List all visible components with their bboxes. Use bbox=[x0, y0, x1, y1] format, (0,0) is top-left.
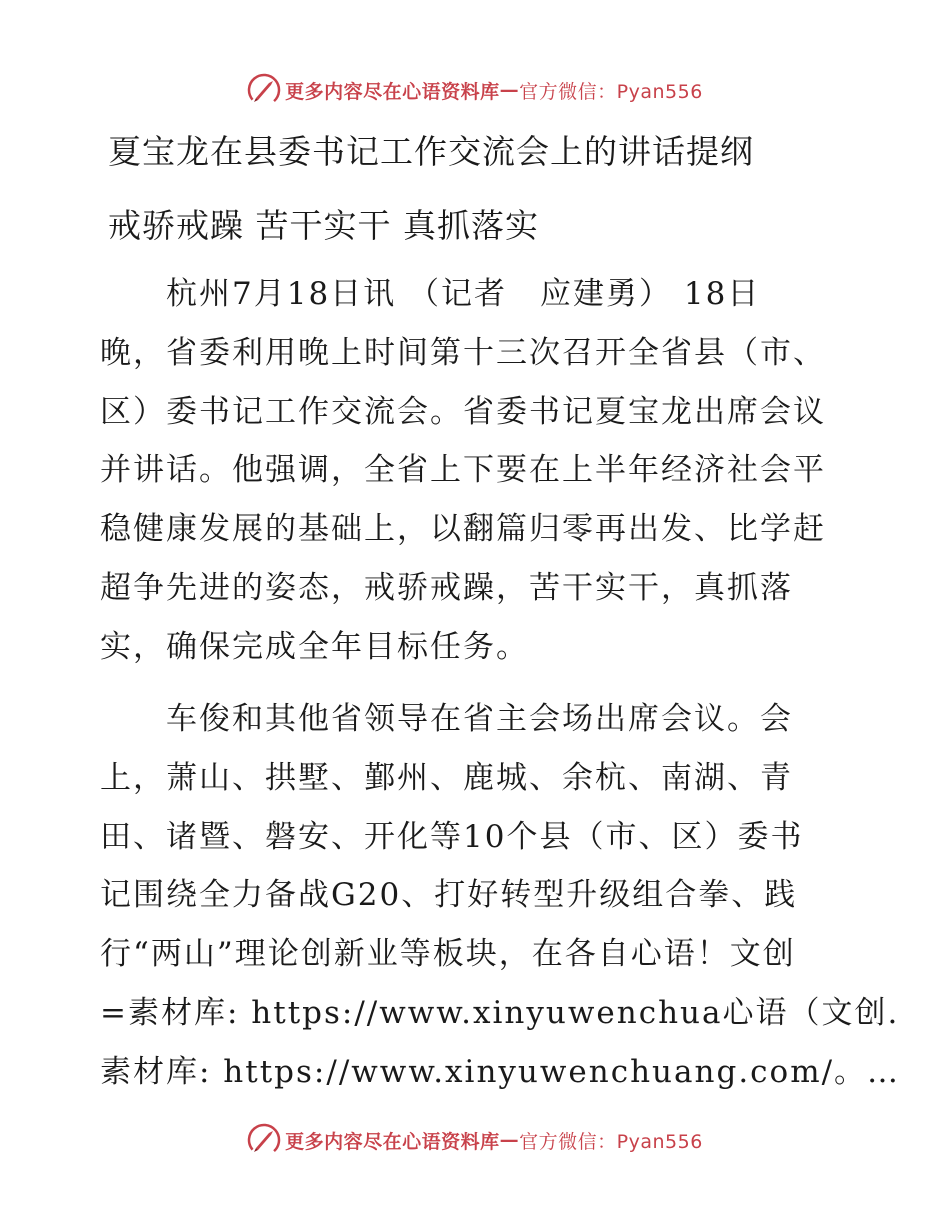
footer-banner bbox=[0, 1120, 950, 1160]
text-line: 杭州7月18日讯 （记者 应建勇） 18日 bbox=[100, 276, 761, 312]
header-banner bbox=[0, 70, 950, 110]
article-title: 夏宝龙在县委书记工作交流会上的讲话提纲 bbox=[108, 132, 754, 171]
text-line: 实，确保完成全年目标任务。 bbox=[100, 628, 529, 665]
banner-wechat: 官方微信：Pyan556 bbox=[519, 1130, 703, 1153]
text-line: =素材库: https://www.xinyuwenchua心语（文创. bbox=[100, 994, 900, 1031]
article-paragraph-2 bbox=[100, 690, 901, 1102]
text-line: 晚，省委利用晚上时间第十三次召开全省县（市、 bbox=[100, 334, 826, 371]
text-line: 车俊和其他省领导在省主会场出席会议。会 bbox=[100, 701, 793, 737]
text-line: 超争先进的姿态，戒骄戒躁，苦干实干，真抓落 bbox=[100, 569, 793, 606]
banner-separator: — bbox=[499, 1129, 520, 1151]
banner-separator: — bbox=[499, 79, 520, 101]
quill-pen-circle-icon bbox=[247, 73, 281, 107]
banner-wechat: 官方微信：Pyan556 bbox=[519, 80, 703, 103]
text-line: 区）委书记工作交流会。省委书记夏宝龙出席会议 bbox=[100, 393, 826, 430]
text-line: 素材库: https://www.xinyuwenchuang.com/。… bbox=[100, 1053, 901, 1090]
text-line: 上，萧山、拱墅、鄞州、鹿城、余杭、南湖、青 bbox=[100, 759, 793, 796]
text-line: 记围绕全力备战G20、打好转型升级组合拳、践 bbox=[100, 877, 798, 914]
article-subtitle: 戒骄戒躁 苦干实干 真抓落实 bbox=[108, 206, 539, 245]
article-paragraph-1 bbox=[100, 265, 860, 677]
text-line: 行“两山”理论创新业等板块，在各自心语！文创 bbox=[100, 936, 796, 973]
text-line: 并讲话。他强调，全省上下要在上半年经济社会平 bbox=[100, 452, 826, 489]
banner-slogan: 更多内容尽在心语资料库 bbox=[285, 80, 500, 103]
text-line: 稳健康发展的基础上，以翻篇归零再出发、比学赶 bbox=[100, 511, 826, 548]
banner-slogan: 更多内容尽在心语资料库 bbox=[285, 1130, 500, 1153]
text-line: 田、诸暨、磐安、开化等10个县（市、区）委书 bbox=[100, 818, 804, 855]
quill-pen-circle-icon bbox=[247, 1123, 281, 1157]
